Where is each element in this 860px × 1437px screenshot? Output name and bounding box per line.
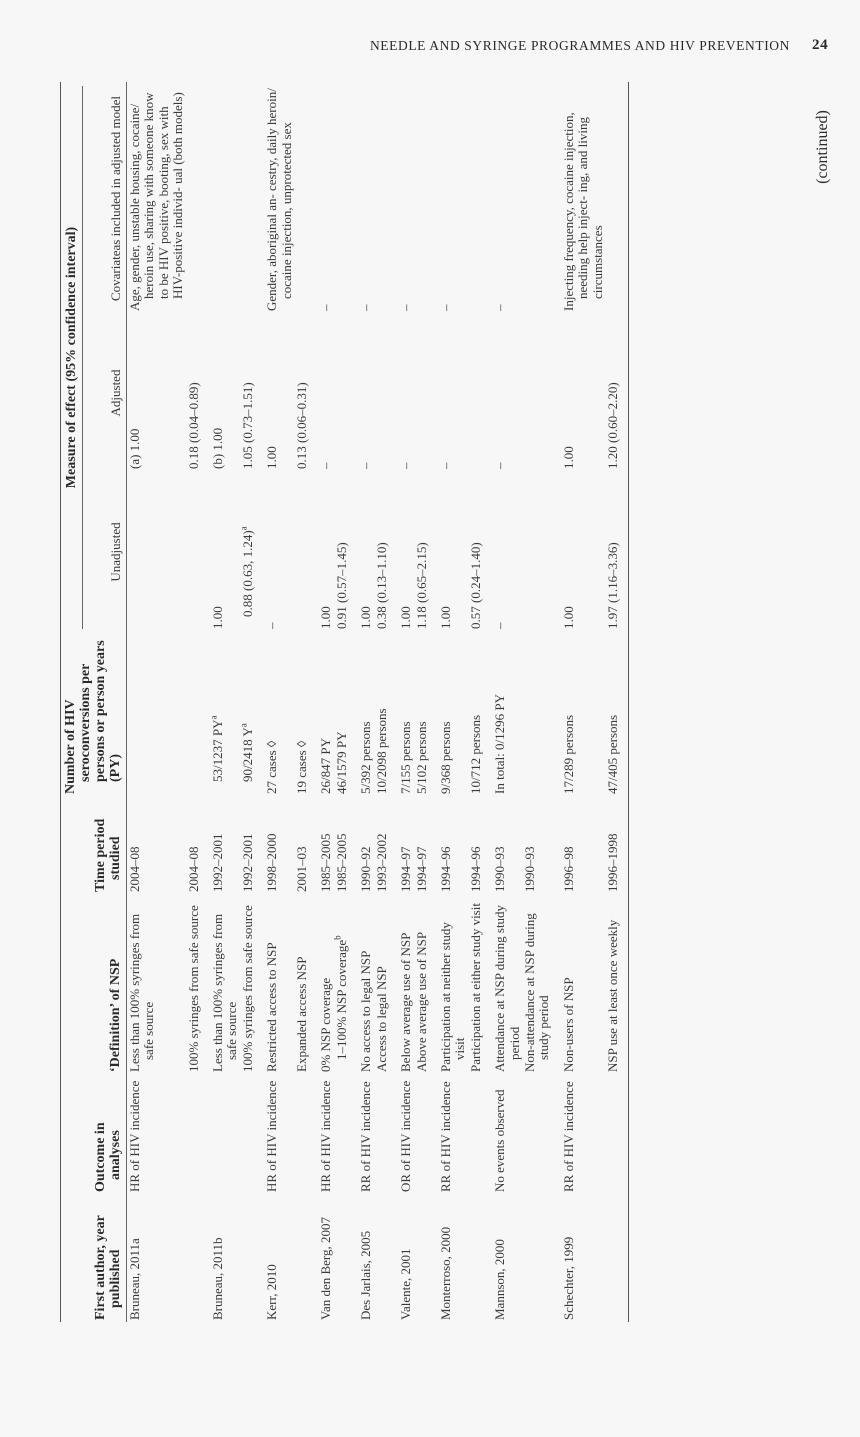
cell-outcome: RR of HIV incidence [358, 1081, 374, 1192]
cell-author: Schechter, 1999 [560, 1236, 576, 1320]
header-author: First author, year published [93, 1215, 123, 1320]
cell-outcome: HR of HIV incidence [318, 1080, 334, 1192]
cell-definition: No access to legal NSP [358, 950, 374, 1072]
cell-number: 9/368 persons [437, 721, 453, 794]
cell-number: 5/102 persons [413, 721, 429, 794]
cell-definition: 100% syringes from safe source [185, 905, 201, 1072]
cell-unadjusted: 1.18 (0.65–2.15) [413, 542, 429, 629]
cell-adjusted: – [358, 462, 374, 469]
cell-author: Bruneau, 2011a [127, 1238, 142, 1320]
cell-definition: 1–100% NSP coverage$^b$ [332, 935, 349, 1060]
running-head-title: NEEDLE AND SYRINGE PROGRAMMES AND HIV PREVENTION [369, 38, 790, 53]
cell-outcome [605, 1074, 629, 1194]
cell-author [522, 1194, 552, 1322]
cell-author [240, 1194, 255, 1322]
table-row [255, 82, 294, 1322]
cell-unadjusted [127, 471, 186, 631]
cell-period: 2004–08 [185, 846, 201, 892]
cell-definition: Participation at neither study visit [437, 922, 468, 1072]
cell-number: 53/1237 $PY^a$ [208, 715, 226, 782]
cell-unadjusted: 1.97 (1.16–3.36) [605, 471, 629, 631]
cell-adjusted [468, 313, 483, 471]
cell-period: 1993–2002 [373, 833, 389, 892]
cell-outcome [468, 1074, 483, 1194]
cell-period: 1990–93 [521, 846, 537, 892]
cell-covariates [468, 82, 483, 313]
cell-unadjusted: 1.00 [318, 606, 334, 629]
cell-covariates: – [318, 304, 334, 311]
cell-period: 2004–08 [127, 846, 142, 892]
cell-author [334, 1194, 349, 1322]
cell-covariates [605, 82, 629, 313]
cell-author [605, 1194, 629, 1322]
cell-covariates: – [398, 304, 414, 311]
cell-unadjusted: 0.88 (0.63, 1.24)$^a$ [238, 526, 255, 617]
cell-adjusted [522, 313, 552, 471]
cell-author: Van den Berg, 2007 [318, 1216, 334, 1320]
table-row [552, 82, 605, 1322]
running-head [0, 38, 860, 58]
cell-definition: 100% syringes from safe source [239, 905, 255, 1072]
cell-unadjusted: – [264, 622, 280, 629]
cell-number: 17/289 persons [560, 714, 576, 794]
cell-author [374, 1194, 389, 1322]
cell-period: 1994–97 [398, 846, 414, 892]
cell-outcome [374, 1074, 389, 1194]
cell-adjusted: – [492, 462, 508, 469]
cell-unadjusted: 0.91 (0.57–1.45) [333, 542, 349, 629]
cell-definition: Restricted access to NSP [264, 942, 280, 1072]
cell-number: 26/847 PY [318, 738, 334, 794]
cell-period: 1994–96 [437, 846, 453, 892]
continued-note [812, 87, 842, 207]
cell-definition: Less than 100% syringes from safe source [127, 913, 157, 1072]
cell-adjusted: – [437, 462, 453, 469]
cell-covariates: Age, gender, unstable housing, cocaine/ heroin use, sharing with someone know to be HIV positive, booting, sex with HIV-positive individ- ual (both models) [127, 92, 186, 311]
table-row [201, 82, 240, 1322]
cell-unadjusted: 1.00 [358, 606, 374, 629]
cell-adjusted: (a) 1.00 [127, 428, 142, 469]
cell-outcome [201, 1074, 240, 1194]
header-unadjusted: Unadjusted [108, 522, 123, 582]
cell-number: 10/712 persons [467, 714, 483, 794]
cell-covariates: – [492, 304, 508, 311]
cell-outcome [414, 1074, 429, 1194]
cell-number: 46/1579 PY [333, 731, 349, 794]
cell-adjusted: 0.13 (0.06–0.31) [294, 382, 310, 469]
cell-period: 1992–2001 [239, 833, 255, 892]
cell-adjusted [374, 313, 389, 471]
table-row [309, 82, 333, 1322]
table-row [127, 82, 186, 1322]
cell-covariates [414, 82, 429, 313]
cell-outcome: RR of HIV incidence [437, 1081, 453, 1192]
cell-definition: Non-users of NSP [560, 977, 576, 1072]
cell-adjusted: (b) 1.00 [210, 427, 226, 469]
table-row [294, 82, 309, 1322]
cell-outcome [240, 1074, 255, 1194]
cell-number: 19 cases ◊ [294, 740, 310, 794]
table-row [389, 82, 413, 1322]
cell-outcome: HR of HIV incidence [264, 1080, 280, 1192]
header-adjusted: Adjusted [108, 369, 123, 417]
cell-definition: Access to legal NSP [373, 966, 389, 1072]
cell-author [186, 1194, 201, 1322]
cell-covariates: Gender, aboriginal an- cestry, daily heroin/ cocaine injection, unprotected sex [264, 88, 294, 311]
table-row [522, 82, 552, 1322]
cell-unadjusted: – [492, 622, 508, 629]
cell-outcome [334, 1074, 349, 1194]
cell-author: Monterroso, 2000 [437, 1226, 453, 1320]
cell-definition: Participation at either study visit [467, 903, 483, 1072]
cell-covariates: Injecting frequency, cocaine injection, needing help inject- ing, and living circumstances [560, 112, 605, 311]
cell-unadjusted [186, 471, 201, 631]
page-number: 24 [812, 37, 829, 53]
cell-definition: Above average use of NSP [413, 931, 429, 1072]
cell-period: 1992–2001 [210, 833, 226, 892]
cell-number [522, 631, 552, 796]
cell-author: Valente, 2001 [398, 1248, 414, 1320]
cell-covariates: – [437, 304, 453, 311]
cell-number: 27 cases ◊ [264, 740, 280, 794]
cell-author [414, 1194, 429, 1322]
cell-number [186, 631, 201, 796]
cell-number: In total: 0/1296 PY [492, 693, 508, 794]
cell-author: Mannson, 2000 [492, 1239, 508, 1320]
cell-covariates [240, 82, 255, 313]
cell-outcome: No events observed [492, 1089, 508, 1192]
cell-covariates [374, 82, 389, 313]
cell-definition: Below average use of NSP [398, 932, 414, 1072]
cell-unadjusted: 1.00 [437, 606, 453, 629]
cell-adjusted: 1.05 (0.73–1.51) [239, 382, 255, 469]
header-number: Number of HIV seroconversions per persons or person years (PY) [63, 640, 123, 794]
cell-outcome: RR of HIV incidence [560, 1081, 576, 1192]
cell-period: 1990–92 [358, 846, 374, 892]
cell-period: 1994–96 [467, 846, 483, 892]
cell-unadjusted: 0.57 (0.24–1.40) [467, 542, 483, 629]
cell-adjusted: – [318, 462, 334, 469]
cell-period: 1985–2005 [318, 833, 334, 892]
header-measure-group: Measure of effect (95% confidence interval) [61, 82, 98, 631]
cell-period: 1990–93 [492, 846, 508, 892]
cell-number: 47/405 persons [605, 631, 629, 796]
cell-covariates [294, 82, 309, 313]
table-row [349, 82, 373, 1322]
table-row [334, 82, 349, 1322]
cell-covariates: – [358, 304, 374, 311]
header-covariates: Covariateas included in adjusted model [108, 95, 123, 302]
cell-adjusted: 1.00 [264, 446, 280, 469]
table-row [186, 82, 201, 1322]
cell-covariates [201, 82, 240, 313]
cell-covariates [334, 82, 349, 313]
cell-author [468, 1194, 483, 1322]
cell-unadjusted: 0.38 (0.13–1.10) [373, 542, 389, 629]
cell-adjusted [334, 313, 349, 471]
table-row [605, 82, 629, 1322]
study-table [60, 82, 629, 1322]
table-row [240, 82, 255, 1322]
cell-period: 1996–98 [560, 846, 576, 892]
cell-unadjusted: 1.00 [210, 606, 226, 629]
cell-period: 1994–97 [413, 846, 429, 892]
cell-unadjusted: 1.00 [398, 606, 414, 629]
cell-definition: Attendance at NSP during study period [492, 904, 522, 1072]
cell-definition: 0% NSP coverage [318, 977, 334, 1072]
cell-definition: Expanded access NSP [294, 956, 310, 1072]
rotated-table-container [60, 82, 802, 1322]
table-row [429, 82, 468, 1322]
cell-adjusted: – [398, 462, 414, 469]
table-body [127, 82, 629, 1322]
cell-adjusted: 0.18 (0.04–0.89) [185, 382, 201, 469]
cell-unadjusted [522, 471, 552, 631]
cell-period: 1996–1998 [605, 796, 629, 894]
cell-adjusted: 1.00 [560, 446, 576, 469]
cell-author: Bruneau, 2011b [210, 1237, 226, 1320]
cell-period: 1985–2005 [333, 833, 349, 892]
cell-number [127, 631, 186, 796]
cell-number: 7/155 persons [398, 721, 414, 794]
cell-author: Kerr, 2010 [264, 1264, 280, 1320]
cell-number: 10/2098 persons [373, 708, 389, 794]
cell-definition: NSP use at least once weekly [605, 894, 629, 1074]
table-row [483, 82, 522, 1322]
cell-outcome: HR of HIV incidence [127, 1080, 142, 1192]
cell-number: 90/2418 $Y^a$ [238, 723, 255, 782]
header-outcome: Outcome in analyses [93, 1122, 123, 1192]
continued-label: (continued) [814, 110, 831, 184]
cell-outcome [294, 1074, 309, 1194]
table-row [414, 82, 429, 1322]
cell-outcome [186, 1074, 201, 1194]
cell-unadjusted: 1.00 [560, 606, 576, 629]
cell-author: Des Jarlais, 2005 [358, 1230, 374, 1320]
table-row [374, 82, 389, 1322]
cell-number: 5/392 persons [358, 721, 374, 794]
cell-covariates [522, 82, 552, 313]
cell-outcome [522, 1074, 552, 1194]
table-row [468, 82, 483, 1322]
cell-adjusted: 1.20 (0.60–2.20) [605, 313, 629, 471]
cell-adjusted [414, 313, 429, 471]
cell-outcome: OR of HIV incidence [398, 1080, 414, 1192]
cell-period: 2001–03 [294, 846, 310, 892]
cell-unadjusted [294, 471, 309, 631]
cell-definition: Non-attendance at NSP during study period [521, 913, 552, 1072]
cell-author [294, 1194, 309, 1322]
cell-covariates [186, 82, 201, 313]
cell-definition: Less than 100% syringes from safe source [210, 913, 240, 1072]
cell-period: 1998–2000 [264, 833, 280, 892]
header-definition: ‘Definition’ of NSP [108, 958, 123, 1072]
header-period: Time period studied [93, 818, 123, 892]
